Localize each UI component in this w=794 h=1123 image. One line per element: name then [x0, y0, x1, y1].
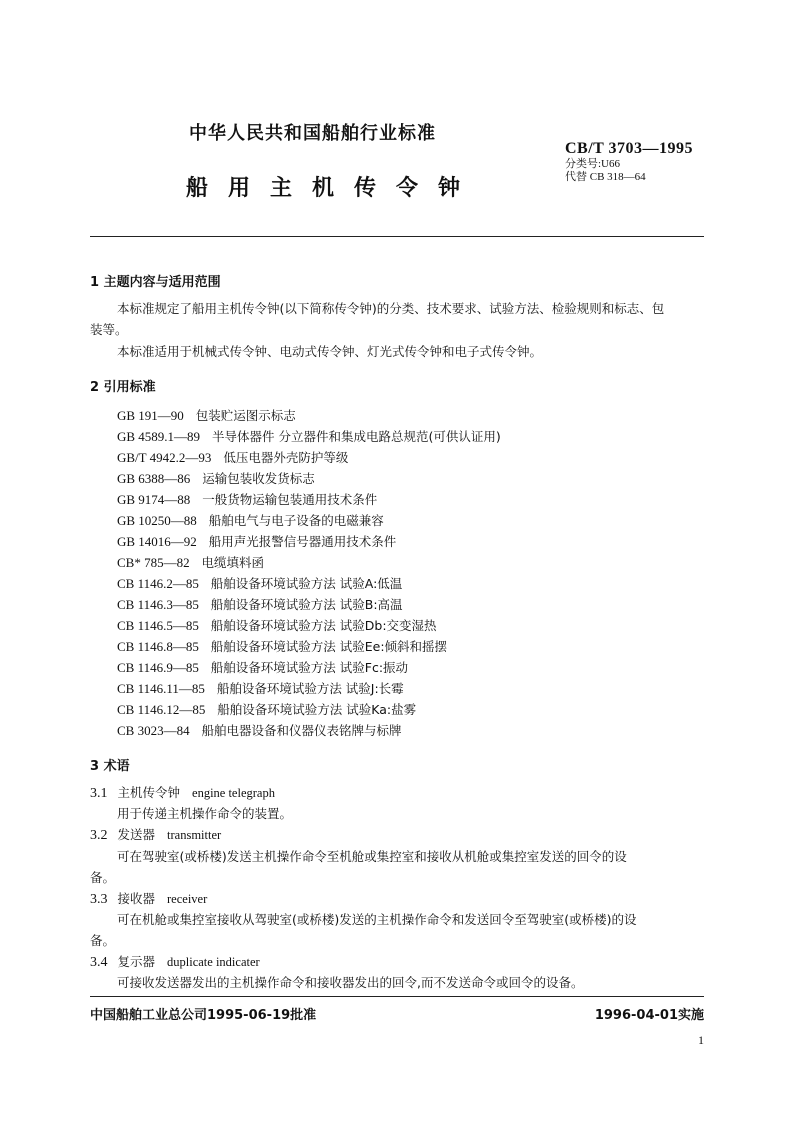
reference-title: 包装贮运图示标志: [195, 408, 296, 423]
reference-item: [117, 574, 402, 592]
reference-code: GB 10250—88: [117, 513, 197, 528]
effective-date: 1996-04-01实施: [594, 1008, 704, 1023]
reference-title: 船舶设备环境试验方法 试验Db:交变湿热: [210, 618, 437, 633]
reference-title: 一般货物运输包装通用技术条件: [202, 492, 378, 507]
reference-item: [117, 448, 348, 466]
reference-title: 低压电器外壳防护等级: [223, 450, 349, 465]
reference-code: GB 14016—92: [117, 534, 197, 549]
reference-code: GB 191—90: [117, 408, 184, 423]
reference-title: 运输包装收发货标志: [202, 471, 315, 486]
term-english: transmitter: [167, 828, 222, 842]
term-chinese: 复示器: [117, 954, 156, 969]
document-title: 船用主机传令钟: [186, 176, 481, 201]
term-definition: 用于传递主机操作命令的装置。: [117, 806, 293, 821]
section-2-heading: 2 引用标准: [90, 380, 156, 395]
term-heading: [90, 954, 260, 971]
term-english: engine telegraph: [192, 786, 275, 800]
term-definition-cont: 备。: [90, 870, 116, 885]
reference-code: CB 1146.12—85: [117, 702, 206, 717]
reference-item: [117, 595, 403, 613]
reference-item: [117, 637, 447, 655]
reference-title: 船舶设备环境试验方法 试验Fc:振动: [210, 660, 409, 675]
reference-code: GB 4589.1—89: [117, 429, 201, 444]
term-english: duplicate indicater: [167, 955, 260, 969]
reference-item: [117, 658, 408, 676]
term-chinese: 接收器: [117, 891, 156, 906]
reference-title: 电缆填料函: [201, 555, 265, 570]
reference-code: GB 6388—86: [117, 471, 191, 486]
footer-divider: [90, 996, 704, 997]
section-1-paragraph-1-cont: 装等。: [90, 322, 128, 337]
reference-item: [117, 553, 264, 571]
term-definition-cont: 备。: [90, 933, 116, 948]
reference-code: CB 1146.5—85: [117, 618, 199, 633]
reference-item: [117, 721, 402, 739]
standard-code: CB/T 3703—1995: [565, 140, 694, 157]
reference-title: 船舶设备环境试验方法 试验J:长霉: [216, 681, 404, 696]
term-number: 3.1: [90, 786, 108, 801]
term-definition: 可在机舱或集控室接收从驾驶室(或桥楼)发送的主机操作命令和发送回令至驾驶室(或桥楼)的设: [117, 912, 637, 927]
reference-title: 船舶电气与电子设备的电磁兼容: [208, 513, 384, 528]
org-title: 中华人民共和国船舶行业标准: [189, 123, 436, 144]
reference-code: CB 3023—84: [117, 723, 190, 738]
reference-item: [117, 406, 296, 424]
reference-item: [117, 679, 404, 697]
section-3-heading: 3 术语: [90, 759, 130, 774]
term-heading: [90, 785, 275, 802]
reference-code: CB 1146.8—85: [117, 639, 199, 654]
replaces-standard: 代替 CB 318—64: [565, 171, 646, 183]
reference-code: CB* 785—82: [117, 555, 190, 570]
reference-title: 船舶电器设备和仪器仪表铭牌与标牌: [201, 723, 402, 738]
reference-title: 船舶设备环境试验方法 试验Ka:盐雾: [217, 702, 417, 717]
reference-code: CB 1146.3—85: [117, 597, 199, 612]
approval-date: 中国船舶工业总公司1995-06-19批准: [90, 1008, 317, 1023]
reference-title: 船舶设备环境试验方法 试验A:低温: [210, 576, 403, 591]
section-1-paragraph-2: 本标准适用于机械式传令钟、电动式传令钟、灯光式传令钟和电子式传令钟。: [117, 344, 543, 359]
term-definition: 可在驾驶室(或桥楼)发送主机操作命令至机舱或集控室和接收从机舱或集控室发送的回令的设: [117, 849, 627, 864]
classification-number: 分类号:U66: [565, 158, 620, 170]
term-heading: [90, 827, 221, 844]
reference-code: GB 9174—88: [117, 492, 191, 507]
reference-item: [117, 700, 416, 718]
reference-code: GB/T 4942.2—93: [117, 450, 212, 465]
term-definition: 可接收发送器发出的主机操作命令和接收器发出的回令,而不发送命令或回令的设备。: [117, 975, 584, 990]
reference-item: [117, 616, 437, 634]
term-heading: [90, 891, 207, 908]
term-chinese: 发送器: [117, 827, 156, 842]
reference-item: [117, 427, 501, 445]
reference-item: [117, 532, 396, 550]
section-1-heading: 1 主题内容与适用范围: [90, 275, 221, 290]
reference-item: [117, 469, 315, 487]
header-divider: [90, 236, 704, 237]
reference-code: CB 1146.2—85: [117, 576, 199, 591]
reference-title: 船舶设备环境试验方法 试验Ee:倾斜和摇摆: [210, 639, 448, 654]
term-chinese: 主机传令钟: [117, 785, 181, 800]
reference-item: [117, 511, 384, 529]
reference-code: CB 1146.9—85: [117, 660, 199, 675]
reference-title: 船用声光报警信号器通用技术条件: [208, 534, 397, 549]
term-number: 3.4: [90, 955, 108, 970]
term-english: receiver: [167, 892, 208, 906]
reference-title: 半导体器件 分立器件和集成电路总规范(可供认证用): [211, 429, 501, 444]
term-number: 3.3: [90, 892, 108, 907]
page-number: 1: [698, 1033, 704, 1047]
section-1-paragraph-1: 本标准规定了船用主机传令钟(以下简称传令钟)的分类、技术要求、试验方法、检验规则和标志、包: [117, 301, 665, 316]
reference-item: [117, 490, 377, 508]
reference-code: CB 1146.11—85: [117, 681, 205, 696]
term-number: 3.2: [90, 828, 108, 843]
reference-title: 船舶设备环境试验方法 试验B:高温: [210, 597, 403, 612]
